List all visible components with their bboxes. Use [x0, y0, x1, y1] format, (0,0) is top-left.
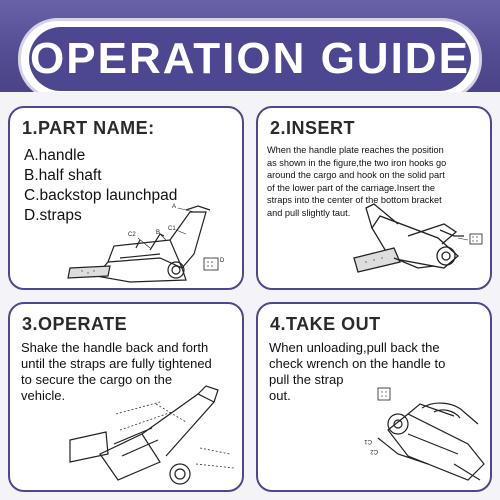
part-item-straps: D.straps [24, 207, 82, 224]
figure-label-c1: C1 [364, 438, 372, 444]
insert-line: as shown in the figure,the two iron hooks go [267, 157, 447, 168]
part-item-half-shaft: B.half shaft [24, 167, 102, 184]
title-pill [18, 18, 482, 100]
insert-line: of the lower part of the carriage.Insert the [267, 182, 436, 193]
page-title: OPERATION GUIDE [30, 34, 470, 83]
panel-part-name [8, 106, 244, 290]
take-out-line: out. [269, 388, 291, 403]
title-pill-inner [29, 27, 471, 91]
operate-line: to secure the cargo on the [21, 372, 173, 387]
panel-operate [8, 302, 244, 492]
panel-title: 3.OPERATE [22, 314, 128, 334]
figure-label-c1: C1 [168, 226, 176, 232]
take-out-line: pull the strap [269, 372, 344, 387]
operate-illustration [10, 304, 244, 492]
take-out-illustration [258, 304, 492, 492]
operate-line: vehicle. [21, 388, 66, 403]
operate-line: Shake the handle back and forth [21, 340, 209, 355]
figure-label-c2: C2 [128, 232, 136, 238]
panel-insert [256, 106, 492, 290]
ratchet-parts-illustration [10, 108, 244, 290]
insert-illustration [258, 108, 492, 290]
figure-label-b: B [156, 230, 161, 236]
insert-line: When the handle plate reaches the position [267, 145, 444, 155]
panel-title: 2.INSERT [270, 118, 356, 138]
insert-line: and pull slightly taut. [267, 207, 351, 218]
panel-title: 1.PART NAME: [22, 118, 155, 138]
insert-line: around the cargo and hook on the solid part [267, 170, 445, 181]
part-item-backstop: C.backstop launchpad [24, 187, 178, 204]
operate-line: until the straps are fully tightened [21, 356, 212, 371]
figure-label-c2: C2 [370, 448, 378, 454]
insert-line: straps into the center of the bottom bracket [267, 195, 442, 206]
part-item-handle: A.handle [24, 147, 86, 164]
figure-label-d: D [220, 258, 225, 264]
panel-title: 4.TAKE OUT [270, 314, 381, 334]
take-out-line: When unloading,pull back the [269, 340, 440, 355]
figure-label-a: A [172, 204, 177, 210]
panel-take-out [256, 302, 492, 492]
take-out-line: check wrench on the handle to [269, 356, 446, 371]
